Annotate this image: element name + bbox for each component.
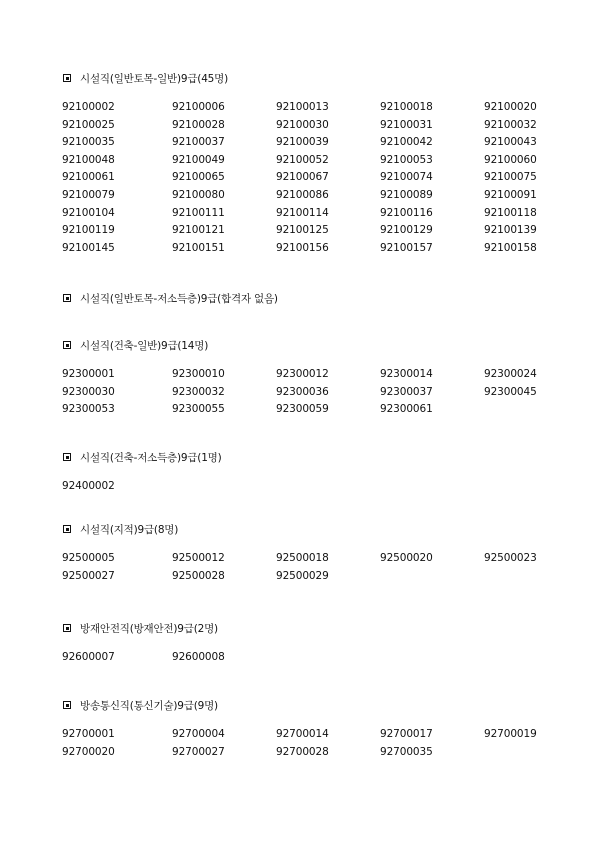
applicant-number: 92700019 [484, 728, 537, 740]
applicant-number: 92100030 [276, 118, 329, 131]
applicant-number: 92100079 [62, 188, 115, 201]
applicant-number: 92100067 [276, 171, 329, 184]
section-heading [62, 290, 562, 306]
section-disaster-safety [62, 620, 562, 667]
applicant-number: 92100116 [380, 206, 433, 219]
section-heading [62, 337, 562, 353]
applicant-number: 92500028 [172, 569, 225, 582]
applicant-number: 92100158 [484, 241, 537, 254]
square-bullet-icon [63, 294, 71, 302]
applicant-number: 92300059 [276, 403, 329, 416]
square-bullet-icon [63, 74, 71, 82]
number-grid [62, 649, 562, 667]
applicant-number: 92300053 [62, 403, 115, 416]
section-title: 시설직(건축-일반)9급(14명) [80, 339, 209, 352]
applicant-number: 92300045 [484, 385, 537, 398]
applicant-number: 92100002 [62, 101, 115, 113]
applicant-number: 92500005 [62, 552, 115, 564]
applicant-number: 92500020 [380, 552, 433, 564]
square-bullet-icon [63, 525, 71, 533]
applicant-number: 92100151 [172, 241, 225, 254]
applicant-number: 92100089 [380, 188, 433, 201]
applicant-number: 92700004 [172, 728, 225, 740]
applicant-number: 92100053 [380, 153, 433, 166]
applicant-number: 92300024 [484, 368, 537, 380]
applicant-number: 92300032 [172, 385, 225, 398]
section-title: 방송통신직(통신기술)9급(9명) [80, 699, 218, 712]
applicant-number: 92300001 [62, 368, 115, 380]
applicant-number: 92100129 [380, 224, 433, 237]
applicant-number: 92700001 [62, 728, 115, 740]
section-cadastral [62, 521, 562, 585]
section-heading [62, 620, 562, 636]
applicant-number: 92100111 [172, 206, 225, 219]
applicant-number: 92300055 [172, 403, 225, 416]
applicant-number: 92700027 [172, 745, 225, 758]
section-civil-general [62, 70, 562, 257]
square-bullet-icon [63, 341, 71, 349]
applicant-number: 92500018 [276, 552, 329, 564]
applicant-number: 92100065 [172, 171, 225, 184]
section-heading [62, 449, 562, 465]
square-bullet-icon [63, 624, 71, 632]
number-grid [62, 478, 562, 496]
applicant-number: 92100080 [172, 188, 225, 201]
section-title: 시설직(일반토목-일반)9급(45명) [80, 72, 228, 85]
section-title: 시설직(일반토목-저소득층)9급(합격자 없음) [80, 292, 278, 305]
number-grid [62, 726, 562, 761]
applicant-number: 92100006 [172, 101, 225, 113]
applicant-number: 92300037 [380, 385, 433, 398]
section-title: 시설직(건축-저소득층)9급(1명) [80, 451, 222, 464]
applicant-number: 92400002 [62, 480, 115, 492]
applicant-number: 92700017 [380, 728, 433, 740]
section-heading [62, 697, 562, 713]
section-heading [62, 70, 562, 86]
section-broadcast-communication [62, 697, 562, 761]
section-civil-low-income [62, 290, 562, 306]
applicant-number: 92600008 [172, 651, 225, 663]
applicant-number: 92500027 [62, 569, 115, 582]
applicant-number: 92600007 [62, 651, 115, 663]
applicant-number: 92100061 [62, 171, 115, 184]
applicant-number: 92100121 [172, 224, 225, 237]
applicant-number: 92100157 [380, 241, 433, 254]
applicant-number: 92100119 [62, 224, 115, 237]
applicant-number: 92100039 [276, 136, 329, 149]
applicant-number: 92100018 [380, 101, 433, 113]
applicant-number: 92500029 [276, 569, 329, 582]
number-grid [62, 99, 562, 257]
applicant-number: 92100043 [484, 136, 537, 149]
applicant-number: 92100031 [380, 118, 433, 131]
applicant-number: 92100091 [484, 188, 537, 201]
applicant-number: 92700020 [62, 745, 115, 758]
section-architecture-general [62, 337, 562, 419]
applicant-number: 92100060 [484, 153, 537, 166]
applicant-number: 92100156 [276, 241, 329, 254]
applicant-number: 92100013 [276, 101, 329, 113]
applicant-number: 92100035 [62, 136, 115, 149]
square-bullet-icon [63, 453, 71, 461]
applicant-number: 92100048 [62, 153, 115, 166]
applicant-number: 92300061 [380, 403, 433, 416]
applicant-number: 92100032 [484, 118, 537, 131]
applicant-number: 92300012 [276, 368, 329, 380]
section-title: 방재안전직(방재안전)9급(2명) [80, 622, 218, 635]
applicant-number: 92100125 [276, 224, 329, 237]
number-grid [62, 550, 562, 585]
applicant-number: 92100025 [62, 118, 115, 131]
applicant-number: 92100037 [172, 136, 225, 149]
applicant-number: 92100075 [484, 171, 537, 184]
applicant-number: 92100074 [380, 171, 433, 184]
applicant-number: 92100118 [484, 206, 537, 219]
applicant-number: 92100028 [172, 118, 225, 131]
applicant-number: 92100049 [172, 153, 225, 166]
applicant-number: 92100020 [484, 101, 537, 113]
section-architecture-low-income [62, 449, 562, 496]
applicant-number: 92500023 [484, 552, 537, 564]
applicant-number: 92100114 [276, 206, 329, 219]
applicant-number: 92100042 [380, 136, 433, 149]
applicant-number: 92300036 [276, 385, 329, 398]
applicant-number: 92100104 [62, 206, 115, 219]
applicant-number: 92300030 [62, 385, 115, 398]
square-bullet-icon [63, 701, 71, 709]
applicant-number: 92700035 [380, 745, 433, 758]
applicant-number: 92100086 [276, 188, 329, 201]
applicant-number: 92100052 [276, 153, 329, 166]
number-grid [62, 366, 562, 419]
applicant-number: 92100139 [484, 224, 537, 237]
applicant-number: 92300014 [380, 368, 433, 380]
section-heading [62, 521, 562, 537]
applicant-number: 92300010 [172, 368, 225, 380]
applicant-number: 92100145 [62, 241, 115, 254]
applicant-number: 92700014 [276, 728, 329, 740]
applicant-number: 92700028 [276, 745, 329, 758]
section-title: 시설직(지적)9급(8명) [80, 523, 179, 536]
applicant-number: 92500012 [172, 552, 225, 564]
